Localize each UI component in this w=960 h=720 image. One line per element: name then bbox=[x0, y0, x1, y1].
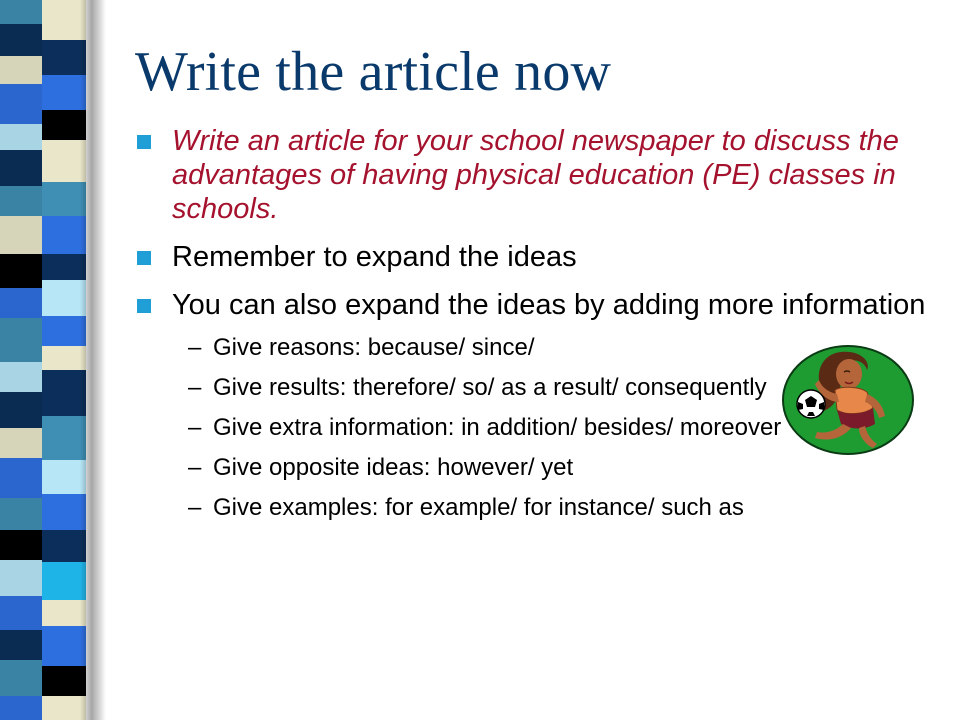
sub-list-item bbox=[135, 374, 773, 402]
page-title: Write the article now bbox=[135, 41, 612, 103]
bullet-text: Write an article for your school newspaper to discuss the advantages of having physical education (PE) classes in schools. bbox=[172, 125, 899, 225]
sub-list-item bbox=[135, 494, 960, 522]
slide-content bbox=[135, 124, 935, 534]
bullet-text: You can also expand the ideas by adding more information bbox=[172, 289, 926, 321]
square-bullet-icon bbox=[137, 135, 151, 149]
sub-item-text: Give opposite ideas: however/ yet bbox=[213, 454, 574, 481]
sub-item-text: Give extra information: in addition/ besides/ moreover bbox=[213, 414, 782, 441]
sub-item-text: Give results: therefore/ so/ as a result/ consequently bbox=[213, 374, 767, 401]
dash-marker: – bbox=[188, 494, 202, 521]
list-item bbox=[135, 288, 935, 322]
sub-list-item bbox=[135, 454, 933, 482]
dash-marker: – bbox=[188, 414, 202, 441]
square-bullet-icon bbox=[137, 299, 151, 313]
sub-list-item bbox=[135, 334, 773, 362]
list-item bbox=[135, 240, 935, 274]
sub-item-text: Give examples: for example/ for instance/ such as bbox=[213, 494, 744, 521]
decorative-side-stripe bbox=[0, 0, 108, 720]
bullet-text: Remember to expand the ideas bbox=[172, 241, 577, 273]
sub-item-text: Give reasons: because/ since/ bbox=[213, 334, 535, 361]
girl-kicking-soccer-ball-icon bbox=[781, 344, 915, 456]
dash-marker: – bbox=[188, 374, 202, 401]
dash-marker: – bbox=[188, 454, 202, 481]
square-bullet-icon bbox=[137, 251, 151, 265]
sub-list-item bbox=[135, 414, 833, 442]
dash-marker: – bbox=[188, 334, 202, 361]
list-item bbox=[135, 124, 935, 226]
